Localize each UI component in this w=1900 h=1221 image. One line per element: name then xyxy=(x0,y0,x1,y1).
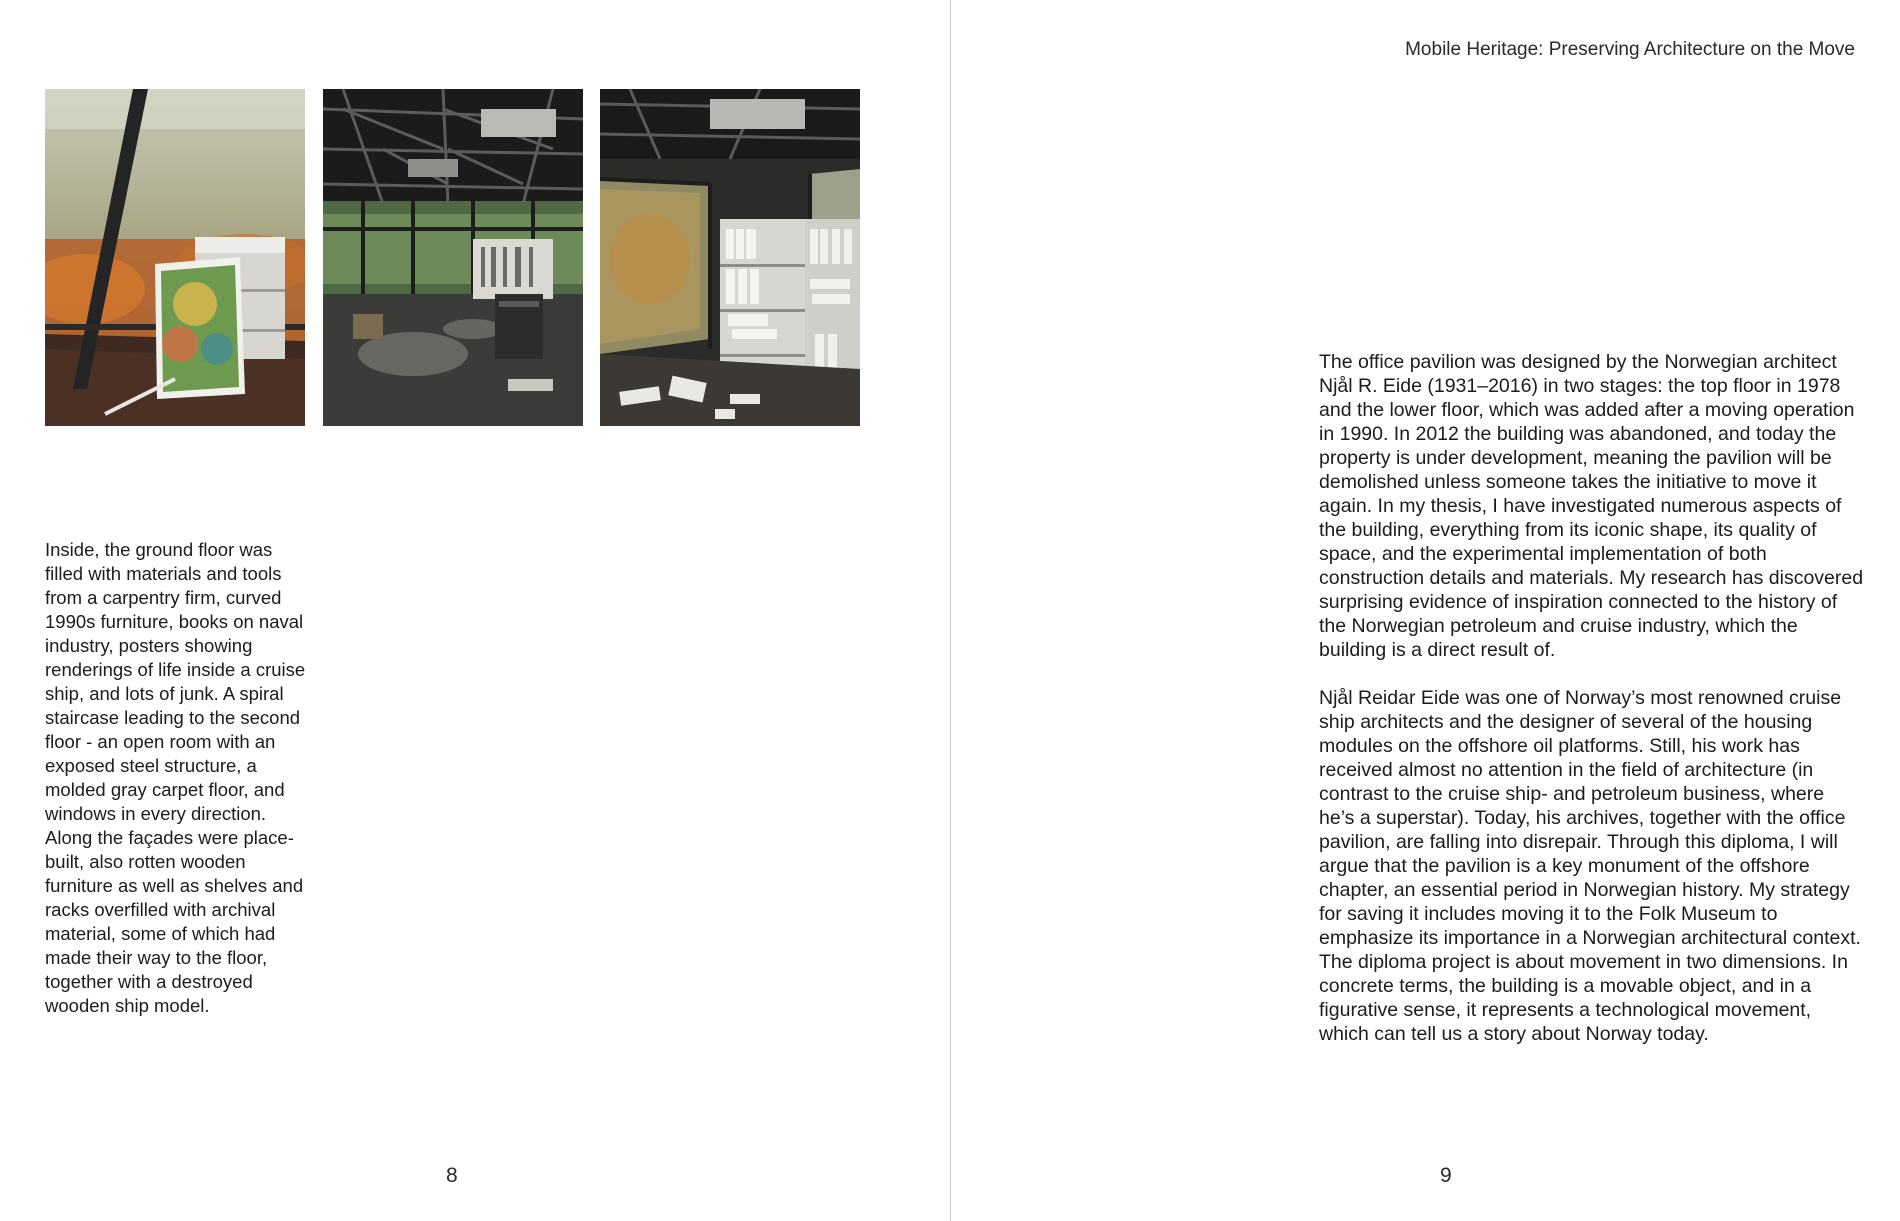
photo-open-room-steel-roof xyxy=(323,89,583,426)
page-number-right: 9 xyxy=(1440,1164,1452,1187)
page-number-left: 8 xyxy=(446,1164,458,1187)
running-head-title: Mobile Heritage: Preserving Architecture on the Move xyxy=(1405,39,1855,60)
photo-window-painting xyxy=(45,89,305,426)
caption-text: Inside, the ground floor was filled with materials and tools from a carpentry firm, curved 1990s furniture, books on naval industry, posters showing renderings of life inside a cruise ship, and lots of junk. A spiral staircase leading to the second floor - an open room with an exposed steel structure, a molded gray carpet floor, and windows in every direction. Along the façades were place-built, also rotten wooden furniture as well as shelves and racks overfilled with archival material, some of which had made their way to the floor, together with a destroyed wooden ship model. xyxy=(45,539,306,1016)
body-text xyxy=(1319,350,1864,1070)
body-paragraph: Njål Reidar Eide was one of Norway’s most renowned cruise ship architects and the designer of several of the housing modules on the offshore oil platforms. Still, his work has received almost no attention in the field of architecture (in contrast to the cruise ship- and petroleum business, where he’s a superstar). Today, his archives, together with the office pavilion, are falling into disrepair. Through this diploma, I will argue that the pavilion is a key monument of the offshore chapter, an essential period in Norwegian history. My strategy for saving it includes moving it to the Folk Museum to emphasize its importance in a Norwegian architectural context. The diploma project is about movement in two dimensions. In concrete terms, the building is a movable object, and in a figurative sense, it represents a technological movement, which can tell us a story about Norway today. xyxy=(1319,687,1861,1045)
photo-archive-shelves xyxy=(600,89,860,426)
body-paragraph: The office pavilion was designed by the Norwegian architect Njål R. Eide (1931–2016) in two stages: the top floor in 1978 and the lower floor, which was added after a moving operation in 1990. In 2012 the building was abandoned, and today the property is under development, meaning the pavilion will be demolished unless someone takes the initiative to move it again. In my thesis, I have investigated numerous aspects of the building, everything from its iconic shape, its quality of space, and the experimental implementation of both construction details and materials. My research has discovered surprising evidence of inspiration connected to the history of the Norwegian petroleum and cruise industry, which the building is a direct result of. xyxy=(1319,351,1864,661)
